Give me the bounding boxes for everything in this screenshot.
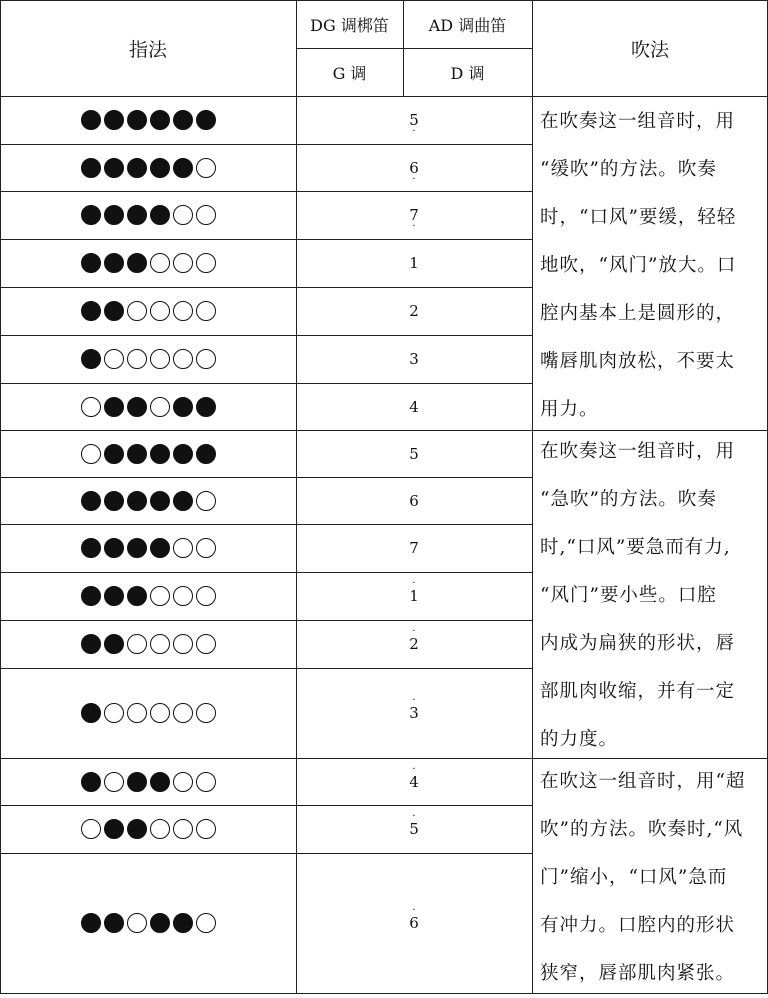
closed-hole-icon <box>81 158 101 178</box>
closed-hole-icon <box>104 491 124 511</box>
grid-vline <box>532 0 533 994</box>
closed-hole-icon <box>104 586 124 606</box>
note-number: 6 <box>409 491 419 510</box>
open-hole-icon <box>196 819 216 839</box>
method-line: 内成为扁狭的形状，唇 <box>540 633 736 654</box>
octave-dot-above: · <box>412 904 416 916</box>
open-hole-icon <box>196 349 216 369</box>
grid-hline <box>296 48 532 49</box>
open-hole-icon <box>173 634 193 654</box>
octave-dot-above: · <box>412 695 416 706</box>
closed-hole-icon <box>127 772 147 792</box>
note-cell <box>296 335 532 383</box>
closed-hole-icon <box>81 538 101 558</box>
closed-hole-icon <box>150 772 170 792</box>
octave-dot-above: · <box>412 811 416 822</box>
header-g-key: G 调 <box>332 63 367 83</box>
note-number: 2 <box>409 302 419 320</box>
method-block-1 <box>540 98 762 434</box>
closed-hole-icon <box>104 444 124 464</box>
header-dg-flute: DG 调梆笛 <box>310 15 389 35</box>
method-line: 狭窄，唇部肌肉紧张。 <box>540 963 736 984</box>
closed-hole-icon <box>81 253 101 273</box>
method-line: 在吹这一组音时，用“超 <box>540 771 746 792</box>
closed-hole-icon <box>104 253 124 273</box>
closed-hole-icon <box>173 444 193 464</box>
fingering-diagram <box>0 191 296 239</box>
note-number: 5 <box>409 444 419 463</box>
closed-hole-icon <box>150 110 170 130</box>
open-hole-icon <box>173 703 193 723</box>
method-line: 地吹，“风门”放大。口 <box>540 255 737 276</box>
fingering-diagram <box>0 287 296 335</box>
fingering-diagram <box>0 477 296 524</box>
octave-dot-below: · <box>412 126 416 137</box>
fingering-diagram <box>0 572 296 620</box>
note-cell <box>296 239 532 287</box>
closed-hole-icon <box>173 397 193 417</box>
closed-hole-icon <box>104 634 124 654</box>
note-number: 2 <box>409 635 419 653</box>
note-number: 4 <box>409 397 419 416</box>
octave-dot-above: · <box>412 578 416 589</box>
method-block-2 <box>540 428 762 764</box>
note-number: 1 <box>409 587 419 605</box>
open-hole-icon <box>196 253 216 273</box>
fingering-diagram <box>0 383 296 430</box>
open-hole-icon <box>173 538 193 558</box>
note-cell <box>296 668 532 758</box>
note-number: 6 <box>409 913 419 932</box>
grid-hline <box>0 0 768 1</box>
closed-hole-icon <box>81 349 101 369</box>
open-hole-icon <box>173 205 193 225</box>
note-number: 3 <box>409 350 419 368</box>
closed-hole-icon <box>150 491 170 511</box>
open-hole-icon <box>196 491 216 511</box>
open-hole-icon <box>81 444 101 464</box>
open-hole-icon <box>104 349 124 369</box>
note-cell <box>296 758 532 805</box>
closed-hole-icon <box>127 253 147 273</box>
open-hole-icon <box>150 819 170 839</box>
open-hole-icon <box>196 205 216 225</box>
closed-hole-icon <box>104 110 124 130</box>
header-ad-flute: AD 调曲笛 <box>428 15 507 35</box>
open-hole-icon <box>150 397 170 417</box>
fingering-diagram <box>0 430 296 477</box>
octave-dot-above: · <box>412 763 416 775</box>
closed-hole-icon <box>104 819 124 839</box>
closed-hole-icon <box>173 110 193 130</box>
open-hole-icon <box>127 703 147 723</box>
closed-hole-icon <box>127 158 147 178</box>
closed-hole-icon <box>173 158 193 178</box>
open-hole-icon <box>127 634 147 654</box>
open-hole-icon <box>150 703 170 723</box>
header-blowing: 吹法 <box>630 38 669 61</box>
note-cell <box>296 477 532 524</box>
closed-hole-icon <box>81 491 101 511</box>
fingering-diagram <box>0 668 296 758</box>
closed-hole-icon <box>127 397 147 417</box>
method-line: 腔内基本上是圆形的， <box>540 303 736 324</box>
note-cell <box>296 853 532 992</box>
note-number: 7 <box>409 539 419 557</box>
closed-hole-icon <box>196 110 216 130</box>
method-line: 在吹奏这一组音时，用 <box>540 441 736 462</box>
open-hole-icon <box>150 349 170 369</box>
closed-hole-icon <box>150 913 170 933</box>
octave-dot-below: · <box>412 173 416 185</box>
open-hole-icon <box>173 301 193 321</box>
closed-hole-icon <box>104 158 124 178</box>
grid-vline <box>403 0 404 96</box>
open-hole-icon <box>150 301 170 321</box>
fingering-diagram <box>0 620 296 668</box>
closed-hole-icon <box>196 444 216 464</box>
open-hole-icon <box>104 772 124 792</box>
note-number: 5 <box>409 111 419 129</box>
closed-hole-icon <box>81 205 101 225</box>
fingering-diagram <box>0 524 296 572</box>
header-fingering: 指法 <box>128 38 167 61</box>
open-hole-icon <box>173 586 193 606</box>
method-line: 在吹奏这一组音时，用 <box>540 111 736 132</box>
method-line: 吹”的方法。吹奏时,“风 <box>540 819 744 840</box>
fingering-diagram <box>0 853 296 992</box>
closed-hole-icon <box>150 205 170 225</box>
note-number: 4 <box>409 772 419 791</box>
closed-hole-icon <box>81 301 101 321</box>
method-line: 的力度。 <box>540 729 619 750</box>
fingering-diagram <box>0 96 296 144</box>
closed-hole-icon <box>104 913 124 933</box>
closed-hole-icon <box>127 110 147 130</box>
note-cell <box>296 287 532 335</box>
closed-hole-icon <box>150 538 170 558</box>
header-d-key: D 调 <box>450 63 485 83</box>
note-cell <box>296 144 532 191</box>
octave-dot-below: · <box>412 221 416 232</box>
open-hole-icon <box>196 634 216 654</box>
method-line: 门”缩小，“口风”急而 <box>540 867 728 888</box>
fingering-diagram <box>0 144 296 191</box>
closed-hole-icon <box>81 703 101 723</box>
closed-hole-icon <box>127 586 147 606</box>
open-hole-icon <box>81 397 101 417</box>
closed-hole-icon <box>81 586 101 606</box>
closed-hole-icon <box>81 772 101 792</box>
note-number: 3 <box>409 704 419 722</box>
closed-hole-icon <box>173 491 193 511</box>
fingering-diagram <box>0 335 296 383</box>
open-hole-icon <box>196 913 216 933</box>
open-hole-icon <box>173 349 193 369</box>
method-line: 有冲力。口腔内的形状 <box>540 915 736 936</box>
open-hole-icon <box>150 253 170 273</box>
open-hole-icon <box>127 349 147 369</box>
closed-hole-icon <box>127 205 147 225</box>
closed-hole-icon <box>127 444 147 464</box>
closed-hole-icon <box>104 205 124 225</box>
method-line: 嘴唇肌肉放松，不要太 <box>540 351 736 372</box>
method-line: “缓吹”的方法。吹奏 <box>540 159 717 180</box>
note-cell <box>296 430 532 477</box>
closed-hole-icon <box>81 110 101 130</box>
closed-hole-icon <box>81 634 101 654</box>
note-cell <box>296 96 532 144</box>
closed-hole-icon <box>127 491 147 511</box>
method-line: 时,“口风”要急而有力, <box>540 537 731 558</box>
closed-hole-icon <box>104 301 124 321</box>
fingering-diagram <box>0 239 296 287</box>
method-line: “风门”要小些。口腔 <box>540 585 717 606</box>
closed-hole-icon <box>127 819 147 839</box>
open-hole-icon <box>150 586 170 606</box>
open-hole-icon <box>127 913 147 933</box>
closed-hole-icon <box>196 397 216 417</box>
open-hole-icon <box>196 772 216 792</box>
open-hole-icon <box>196 703 216 723</box>
open-hole-icon <box>196 586 216 606</box>
open-hole-icon <box>173 253 193 273</box>
fingering-diagram <box>0 758 296 805</box>
open-hole-icon <box>127 301 147 321</box>
note-number: 6 <box>409 158 419 177</box>
open-hole-icon <box>196 301 216 321</box>
note-cell <box>296 524 532 572</box>
open-hole-icon <box>173 772 193 792</box>
closed-hole-icon <box>104 538 124 558</box>
note-cell <box>296 383 532 430</box>
closed-hole-icon <box>150 158 170 178</box>
note-number: 7 <box>409 206 419 224</box>
octave-dot-above: · <box>412 626 416 637</box>
open-hole-icon <box>81 819 101 839</box>
open-hole-icon <box>196 538 216 558</box>
note-cell <box>296 572 532 620</box>
open-hole-icon <box>104 703 124 723</box>
method-line: 用力。 <box>540 399 599 420</box>
open-hole-icon <box>196 158 216 178</box>
closed-hole-icon <box>173 913 193 933</box>
open-hole-icon <box>173 819 193 839</box>
method-line: “急吹”的方法。吹奏 <box>540 489 717 510</box>
fingering-diagram <box>0 805 296 853</box>
method-line: 时，“口风”要缓，轻轻 <box>540 207 737 228</box>
closed-hole-icon <box>150 444 170 464</box>
note-cell <box>296 620 532 668</box>
closed-hole-icon <box>127 538 147 558</box>
method-block-3 <box>540 758 762 998</box>
note-number: 5 <box>409 820 419 838</box>
closed-hole-icon <box>104 397 124 417</box>
closed-hole-icon <box>81 913 101 933</box>
open-hole-icon <box>150 634 170 654</box>
note-number: 1 <box>409 254 419 272</box>
note-cell <box>296 191 532 239</box>
note-cell <box>296 805 532 853</box>
method-line: 部肌肉收缩，并有一定 <box>540 681 736 702</box>
